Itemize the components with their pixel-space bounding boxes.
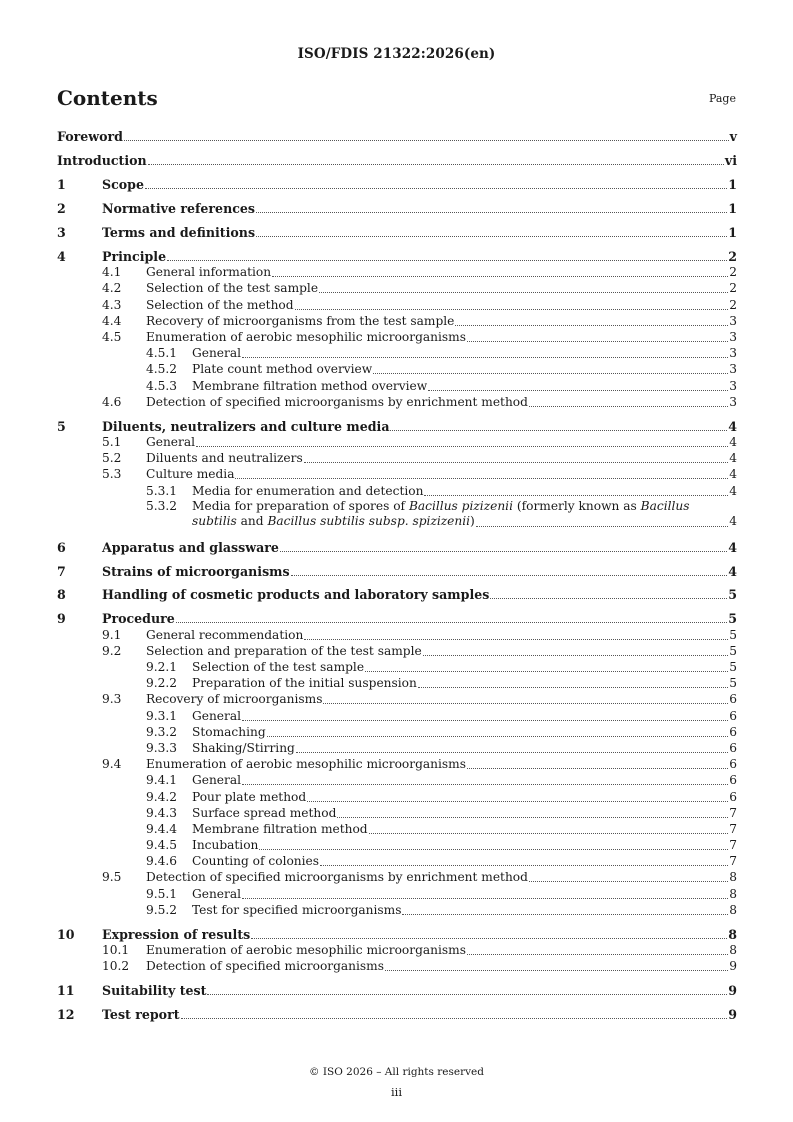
toc-entry[interactable] — [57, 377, 737, 393]
toc-entry-title: General — [192, 708, 241, 723]
toc-entry-number: 9.4.4 — [146, 821, 178, 836]
toc-entry-page: vi — [724, 153, 737, 169]
toc-title-part: subtilis — [192, 514, 237, 529]
toc-entry[interactable] — [57, 885, 737, 901]
toc-entry-page: 4 — [729, 451, 737, 466]
toc-entry[interactable] — [57, 361, 737, 377]
toc-entry-title: Enumeration of aerobic mesophilic microorganisms — [146, 943, 466, 958]
toc-entry[interactable] — [57, 821, 737, 837]
toc-dot-leader — [148, 164, 724, 165]
toc-dot-leader — [320, 865, 728, 866]
toc-dot-leader — [304, 639, 728, 640]
toc-entry-title: Surface spread method — [192, 805, 337, 820]
toc-entry-page: 6 — [729, 773, 737, 788]
toc-title-part: Bacillus pizizenii — [408, 498, 513, 513]
page-column-label: Page — [708, 92, 736, 105]
toc-entry-title: Selection of the method — [146, 297, 294, 312]
toc-entry-number: 9.3.3 — [146, 740, 178, 755]
toc-entry-number: 9.4.6 — [146, 854, 178, 869]
toc-entry-title: Foreword — [57, 129, 123, 145]
toc-entry-title: Pour plate method — [192, 789, 307, 804]
toc-entry-title: Incubation — [192, 838, 259, 853]
toc-entry[interactable] — [57, 176, 737, 192]
page-number: iii — [390, 1085, 403, 1099]
toc-dot-leader — [272, 276, 728, 277]
toc-entry-number: 5.3.1 — [146, 483, 178, 498]
toc-entry-number: 9.3.1 — [146, 708, 178, 723]
toc-entry[interactable] — [57, 740, 737, 756]
toc-entry[interactable] — [57, 482, 737, 498]
toc-entry[interactable] — [57, 772, 737, 788]
toc-entry[interactable] — [57, 434, 737, 450]
toc-entry[interactable] — [57, 837, 737, 853]
toc-entry[interactable] — [57, 466, 737, 482]
toc-entry-title: Enumeration of aerobic mesophilic microorganisms — [146, 330, 466, 345]
toc-dot-leader — [256, 212, 727, 213]
toc-entry-title: Selection of the test sample — [192, 660, 365, 675]
toc-entry-title-line1 — [192, 499, 690, 515]
toc-entry-title: Test report — [102, 1007, 180, 1023]
toc-dot-leader — [296, 752, 728, 753]
toc-entry[interactable] — [57, 626, 737, 642]
toc-entry-title-line2 — [192, 514, 737, 530]
toc-entry-title: Membrane filtration method overview — [192, 378, 428, 393]
toc-entry-title: Recovery of microorganisms from the test sample — [146, 313, 455, 328]
toc-entry[interactable] — [57, 329, 737, 345]
toc-entry-number: 9.4.5 — [146, 838, 178, 853]
toc-entry-page: v — [729, 129, 737, 145]
toc-entry[interactable] — [57, 643, 737, 659]
toc-entry-number: 9.4 — [102, 757, 122, 772]
toc-title-part: Bacillus — [640, 498, 690, 513]
toc-entry[interactable] — [57, 1006, 737, 1022]
toc-dot-leader — [428, 390, 728, 391]
toc-entry-title: Stomaching — [192, 724, 266, 739]
toc-entry-number: 9.5.2 — [146, 902, 178, 917]
toc-entry[interactable] — [57, 958, 737, 974]
toc-entry[interactable] — [57, 942, 737, 958]
toc-entry-title: General recommendation — [146, 627, 304, 642]
toc-entry-title: Plate count method overview — [192, 362, 373, 377]
toc-entry-title: General — [192, 886, 241, 901]
toc-entry-number: 4.5.1 — [146, 346, 178, 361]
toc-entry[interactable] — [57, 788, 737, 804]
toc-entry-page: 4 — [728, 563, 737, 579]
toc-entry-page: 9 — [728, 983, 737, 999]
toc-entry-page: 6 — [729, 724, 737, 739]
toc-entry[interactable] — [57, 562, 737, 578]
toc-entry-page: 8 — [729, 902, 737, 917]
toc-entry-page: 2 — [728, 249, 737, 265]
toc-entry-number: 9.4.3 — [146, 805, 178, 820]
toc-entry-title-line2-text — [192, 514, 475, 530]
toc-entry-number: 9.5 — [102, 870, 122, 885]
toc-entry-number: 4.5 — [102, 330, 122, 345]
toc-entry-number: 9.2 — [102, 643, 122, 658]
toc-dot-leader — [207, 994, 727, 995]
toc-entry[interactable] — [57, 248, 737, 264]
toc-entry-number: 10.2 — [102, 959, 130, 974]
toc-entry-title: Introduction — [57, 153, 147, 169]
toc-entry-number: 6 — [57, 539, 66, 555]
toc-entry-page: 7 — [729, 821, 737, 836]
toc-entry[interactable] — [57, 659, 737, 675]
toc-entry-title: Procedure — [102, 611, 175, 627]
toc-entry-page: 6 — [729, 789, 737, 804]
toc-entry-number: 10.1 — [102, 943, 130, 958]
toc-entry[interactable] — [57, 691, 737, 707]
toc-entry[interactable] — [57, 200, 737, 216]
toc-dot-leader — [373, 373, 728, 374]
toc-entry[interactable] — [57, 418, 737, 434]
toc-dot-leader — [476, 526, 728, 527]
toc-entry-page: 1 — [728, 177, 737, 193]
toc-entry-title: Apparatus and glassware — [102, 539, 279, 555]
toc-entry-number: 8 — [57, 587, 66, 603]
toc-entry-page: 8 — [729, 943, 737, 958]
toc-entry-number: 4 — [57, 249, 66, 265]
toc-entry-number: 9.5.1 — [146, 886, 178, 901]
toc-entry-title: Diluents, neutralizers and culture media — [102, 418, 390, 434]
toc-entry-page: 6 — [729, 740, 737, 755]
toc-dot-leader — [337, 817, 728, 818]
toc-dot-leader — [319, 292, 728, 293]
toc-entry-title: Terms and definitions — [102, 225, 256, 241]
toc-dot-leader — [242, 784, 728, 785]
toc-dot-leader — [181, 1018, 728, 1019]
toc-entry-title: Culture media — [146, 467, 235, 482]
toc-entry-page: 3 — [729, 346, 737, 361]
toc-entry-title: Preparation of the initial suspension — [192, 676, 417, 691]
toc-entry-number: 9 — [57, 611, 66, 627]
toc-entry-title: General information — [146, 265, 272, 280]
toc-entry-number: 4.5.3 — [146, 378, 178, 393]
toc-dot-leader — [467, 341, 728, 342]
toc-entry-number: 9.1 — [102, 627, 122, 642]
toc-entry-page: 4 — [728, 418, 737, 434]
copyright-footer: © ISO 2026 – All rights reserved — [309, 1066, 484, 1078]
toc-entry-page: 2 — [729, 281, 737, 296]
toc-dot-leader — [467, 768, 728, 769]
toc-entry-title: Selection and preparation of the test sample — [146, 643, 422, 658]
toc-entry-page: 3 — [729, 330, 737, 345]
toc-entry-title: Selection of the test sample — [146, 281, 319, 296]
toc-entry-page: 4 — [729, 514, 737, 529]
toc-entry[interactable] — [57, 805, 737, 821]
toc-entry-title: Shaking/Stirring — [192, 740, 295, 755]
toc-entry[interactable] — [57, 586, 737, 602]
toc-entry-page: 6 — [729, 692, 737, 707]
toc-dot-leader — [424, 495, 728, 496]
toc-dot-leader — [235, 478, 728, 479]
toc-dot-leader — [390, 430, 727, 431]
toc-entry-page: 5 — [728, 611, 737, 627]
toc-title-part: and — [236, 514, 268, 529]
toc-entry-number: 9.2.2 — [146, 676, 178, 691]
toc-entry-page: 5 — [729, 676, 737, 691]
toc-entry-page: 5 — [729, 643, 737, 658]
toc-entry-number: 9.2.1 — [146, 660, 178, 675]
toc-dot-leader — [365, 671, 728, 672]
toc-entry-page: 8 — [728, 926, 737, 942]
toc-entry[interactable] — [57, 450, 737, 466]
toc-entry-page: 4 — [729, 434, 737, 449]
toc-entry-number: 9.3 — [102, 692, 122, 707]
toc-dot-leader — [259, 849, 728, 850]
toc-dot-leader — [323, 703, 728, 704]
document-header: ISO/FDIS 21322:2026(en) — [297, 46, 496, 62]
toc-entry-number: 10 — [57, 926, 75, 942]
toc-entry-page: 3 — [729, 313, 737, 328]
toc-entry[interactable] — [57, 394, 737, 410]
toc-entry[interactable] — [57, 296, 737, 312]
toc-entry[interactable] — [57, 724, 737, 740]
toc-dot-leader — [256, 236, 727, 237]
toc-entry[interactable] — [57, 499, 737, 531]
toc-entry-number: 5.2 — [102, 451, 122, 466]
toc-dot-leader — [267, 736, 729, 737]
toc-entry-page: 4 — [729, 467, 737, 482]
toc-dot-leader — [167, 260, 727, 261]
table-of-contents — [57, 128, 737, 1022]
toc-dot-leader — [529, 406, 728, 407]
toc-dot-leader — [369, 833, 729, 834]
toc-entry-page: 6 — [729, 757, 737, 772]
toc-entry-number: 7 — [57, 563, 66, 579]
toc-entry-number: 4.4 — [102, 313, 122, 328]
toc-entry-number: 5.3 — [102, 467, 122, 482]
toc-dot-leader — [242, 898, 728, 899]
toc-entry[interactable] — [57, 280, 737, 296]
toc-entry-title: Media for enumeration and detection — [192, 483, 424, 498]
toc-entry-title: Enumeration of aerobic mesophilic microorganisms — [146, 757, 466, 772]
toc-entry-title: General — [146, 434, 195, 449]
toc-entry-number: 3 — [57, 225, 66, 241]
toc-entry-number: 4.1 — [102, 265, 122, 280]
toc-entry-title: Principle — [102, 249, 167, 265]
toc-entry-number: 11 — [57, 983, 75, 999]
toc-entry[interactable] — [57, 675, 737, 691]
toc-entry-title: Detection of specified microorganisms by enrichment method — [146, 394, 528, 409]
toc-entry-number: 9.3.2 — [146, 724, 178, 739]
toc-entry-title: Diluents and neutralizers — [146, 451, 303, 466]
toc-entry-number: 12 — [57, 1007, 75, 1023]
toc-entry[interactable] — [57, 345, 737, 361]
toc-entry-title: Suitability test — [102, 983, 207, 999]
toc-entry-page: 5 — [729, 627, 737, 642]
toc-entry-page: 8 — [729, 886, 737, 901]
toc-entry-title: Expression of results — [102, 926, 251, 942]
toc-dot-leader — [467, 954, 728, 955]
toc-dot-leader — [304, 462, 729, 463]
toc-dot-leader — [251, 938, 727, 939]
toc-entry-page: 4 — [729, 483, 737, 498]
toc-entry[interactable] — [57, 313, 737, 329]
toc-entry[interactable] — [57, 264, 737, 280]
toc-entry-number: 4.6 — [102, 394, 122, 409]
toc-entry-title: Counting of colonies — [192, 854, 320, 869]
toc-entry-page: 9 — [728, 1007, 737, 1023]
toc-dot-leader — [176, 622, 727, 623]
toc-title-part: Bacillus subtilis subsp. spizizenii — [267, 514, 471, 529]
toc-entry[interactable] — [57, 756, 737, 772]
toc-dot-leader — [196, 446, 728, 447]
toc-entry-title: Detection of specified microorganisms by enrichment method — [146, 870, 528, 885]
toc-dot-leader — [418, 687, 728, 688]
toc-dot-leader — [242, 720, 728, 721]
toc-entry-page: 5 — [728, 587, 737, 603]
toc-entry-number: 4.3 — [102, 297, 122, 312]
toc-entry-title: Recovery of microorganisms — [146, 692, 323, 707]
toc-entry-title: Strains of microorganisms — [102, 563, 290, 579]
toc-entry-title: Detection of specified microorganisms — [146, 959, 384, 974]
toc-dot-leader — [124, 140, 729, 141]
toc-entry-number: 9.4.1 — [146, 773, 178, 788]
toc-entry-page: 7 — [729, 805, 737, 820]
toc-dot-leader — [423, 655, 729, 656]
toc-dot-leader — [529, 881, 728, 882]
toc-dot-leader — [455, 325, 728, 326]
toc-entry-page: 2 — [729, 265, 737, 280]
contents-title: Contents — [57, 86, 158, 110]
toc-entry-page: 1 — [728, 201, 737, 217]
toc-dot-leader — [242, 357, 728, 358]
toc-entry[interactable] — [57, 982, 737, 998]
toc-entry-number: 4.5.2 — [146, 362, 178, 377]
toc-entry-page: 5 — [729, 660, 737, 675]
toc-entry[interactable] — [57, 869, 737, 885]
toc-dot-leader — [402, 914, 728, 915]
toc-entry-number: 9.4.2 — [146, 789, 178, 804]
toc-title-part: Media for preparation of spores of — [192, 498, 409, 513]
toc-entry-title: General — [192, 346, 241, 361]
toc-entry[interactable] — [57, 707, 737, 723]
toc-entry-number: 5.3.2 — [146, 498, 178, 513]
toc-title-part: ) — [470, 514, 475, 529]
toc-entry-page: 6 — [729, 708, 737, 723]
toc-entry[interactable] — [57, 224, 737, 240]
toc-entry-title: Normative references — [102, 201, 256, 217]
toc-dot-leader — [280, 551, 727, 552]
toc-dot-leader — [307, 801, 728, 802]
toc-entry[interactable] — [57, 152, 737, 168]
toc-dot-leader — [385, 970, 728, 971]
toc-entry-title: Scope — [102, 177, 144, 193]
toc-entry-number: 1 — [57, 177, 66, 193]
toc-entry-page: 2 — [729, 297, 737, 312]
toc-dot-leader — [490, 598, 727, 599]
toc-entry-page: 4 — [728, 539, 737, 555]
toc-dot-leader — [291, 575, 728, 576]
toc-entry-title: Membrane filtration method — [192, 821, 368, 836]
toc-entry[interactable] — [57, 610, 737, 626]
toc-entry-page: 3 — [729, 394, 737, 409]
toc-entry[interactable] — [57, 902, 737, 918]
toc-entry-page: 9 — [729, 959, 737, 974]
toc-entry-number: 5.1 — [102, 434, 122, 449]
toc-entry-number: 2 — [57, 201, 66, 217]
toc-dot-leader — [295, 309, 729, 310]
toc-entry[interactable] — [57, 926, 737, 942]
toc-entry-title: General — [192, 773, 241, 788]
toc-title-part: (formerly known as — [512, 498, 641, 513]
toc-entry-number: 5 — [57, 418, 66, 434]
toc-entry[interactable] — [57, 128, 737, 144]
toc-entry-page: 7 — [729, 838, 737, 853]
toc-entry-title: Handling of cosmetic products and laboratory samples — [102, 587, 490, 603]
toc-entry[interactable] — [57, 538, 737, 554]
toc-entry-page: 3 — [729, 378, 737, 393]
toc-entry-title: Test for specified microorganisms — [192, 902, 402, 917]
toc-entry-number: 4.2 — [102, 281, 122, 296]
toc-entry-page: 7 — [729, 854, 737, 869]
toc-entry[interactable] — [57, 853, 737, 869]
toc-dot-leader — [145, 188, 727, 189]
toc-entry-page: 3 — [729, 362, 737, 377]
toc-entry-page: 8 — [729, 870, 737, 885]
toc-entry-page: 1 — [728, 225, 737, 241]
